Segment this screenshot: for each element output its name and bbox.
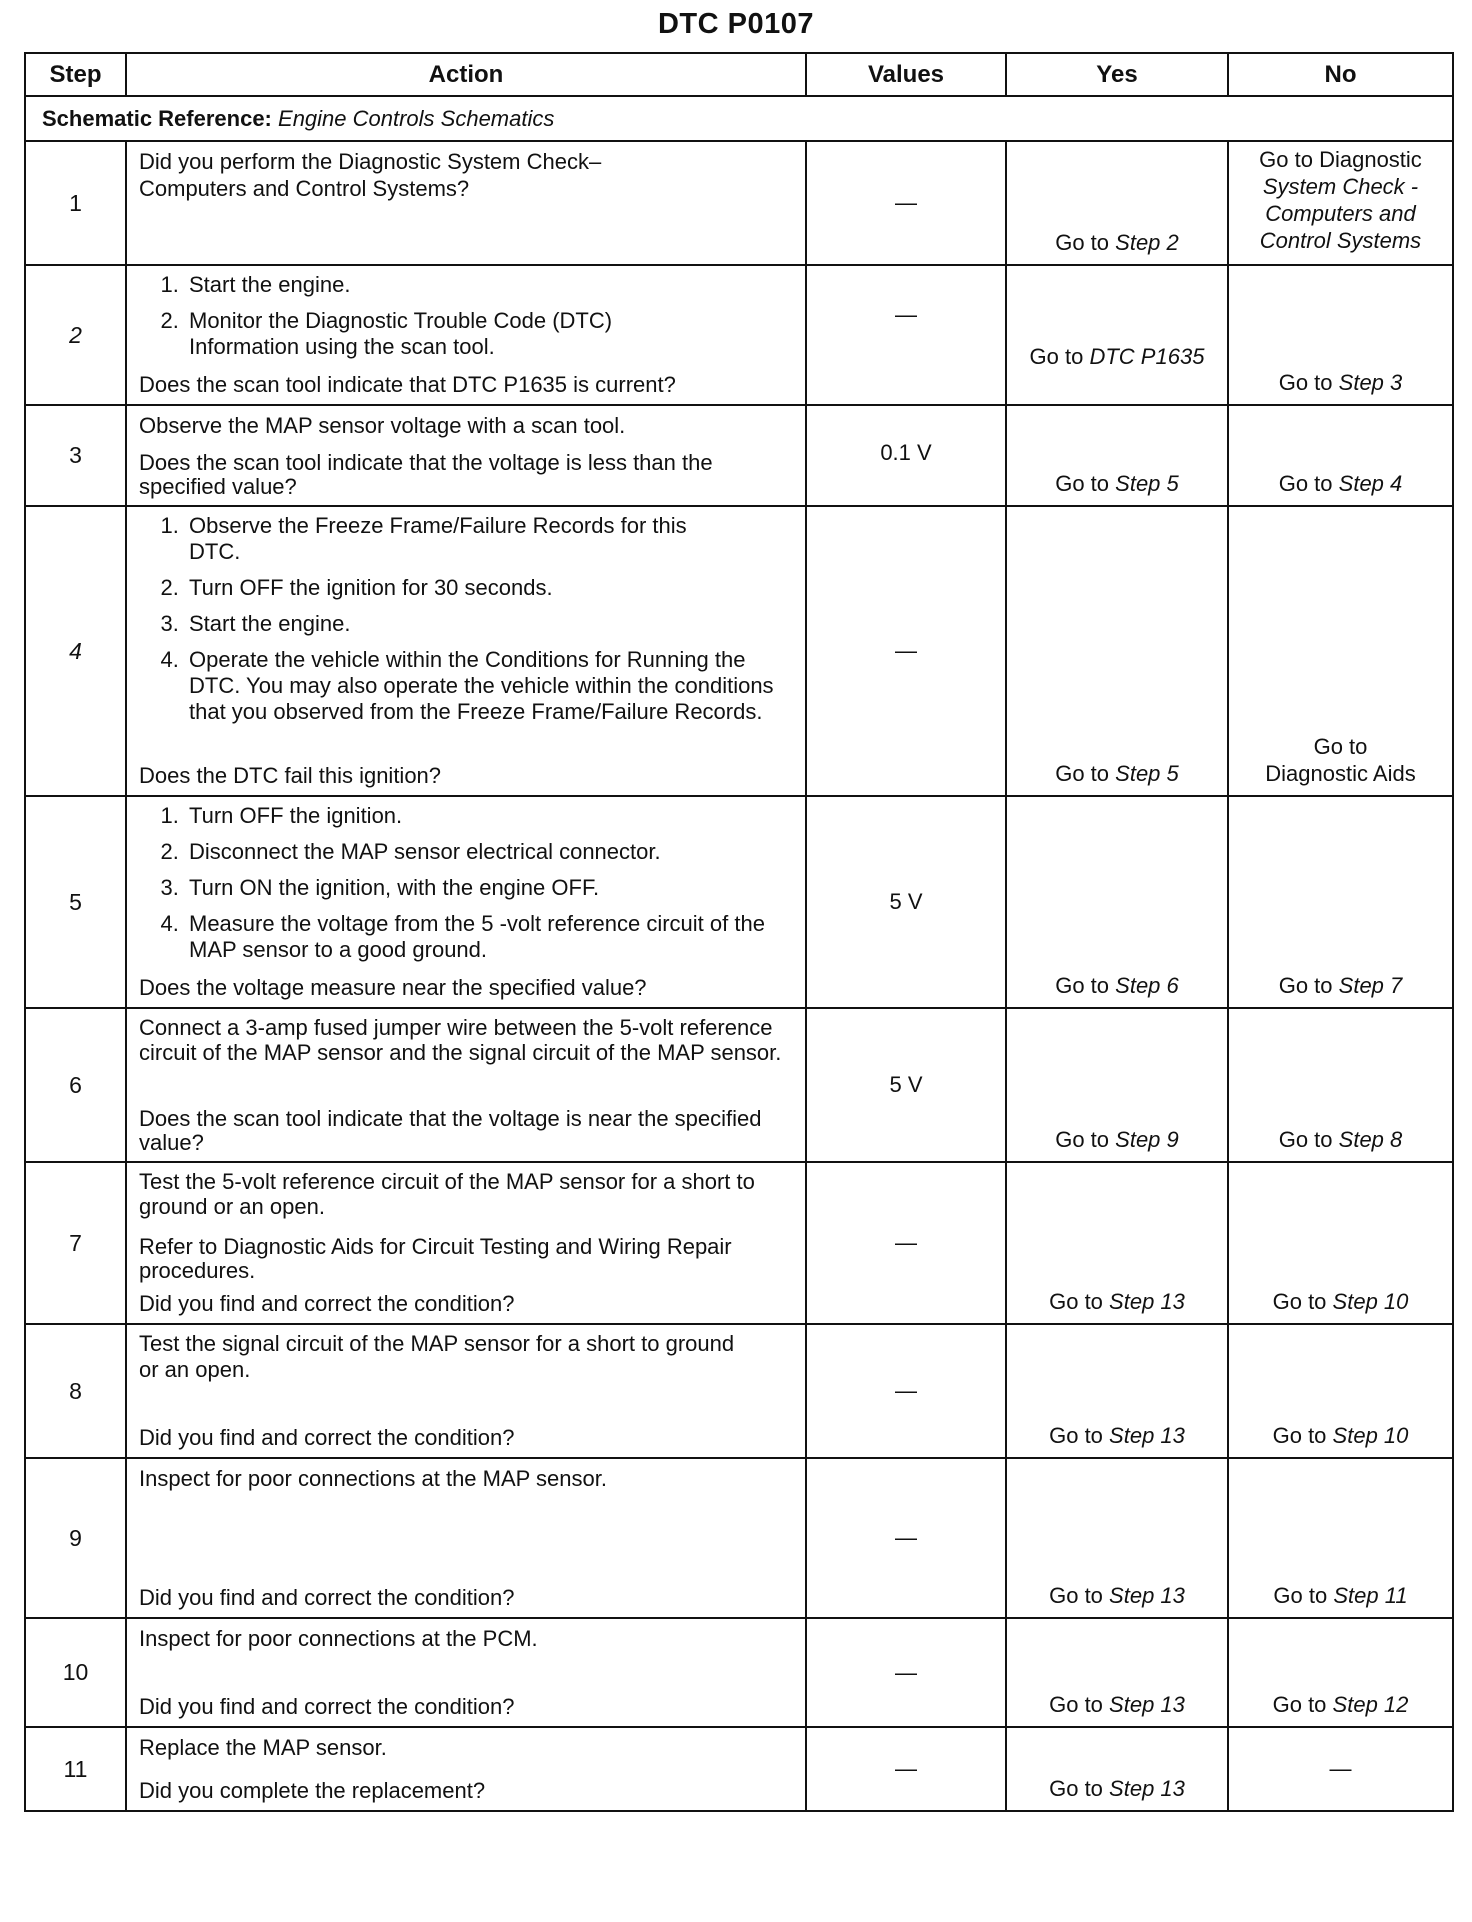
schematic-reference-link[interactable]: Engine Controls Schematics: [278, 105, 555, 131]
no-cell[interactable]: Go to Step 10: [1228, 1162, 1453, 1324]
no-target: Step 11: [1333, 1583, 1408, 1608]
header-no: No: [1228, 53, 1453, 96]
value-cell: 5 V: [806, 1008, 1006, 1162]
step-number: 3: [25, 405, 126, 506]
action-question: Does the voltage measure near the specified value?: [139, 975, 647, 1000]
no-target: Step 12: [1332, 1692, 1409, 1717]
no-cell[interactable]: Go to Diagnostic System Check - Computers and Control Systems: [1228, 141, 1453, 265]
action-cell: [126, 1618, 806, 1727]
action-text: Inspect for poor connections at the MAP sensor.: [139, 1466, 607, 1491]
no-cell[interactable]: Go to Step 11: [1228, 1458, 1453, 1618]
list-item: 4. Measure the voltage from the 5 -volt reference circuit of the MAP sensor to a good ground.: [185, 911, 799, 963]
header-yes: Yes: [1006, 53, 1228, 96]
schematic-reference: [25, 96, 1453, 141]
no-cell[interactable]: Go to Step 3: [1228, 265, 1453, 405]
step-number: 7: [25, 1162, 126, 1324]
yes-target: Step 13: [1109, 1583, 1185, 1608]
action-text: Observe the MAP sensor voltage with a scan tool.: [139, 413, 626, 438]
no-target: Step 3: [1338, 370, 1403, 395]
action-cell: [126, 1008, 806, 1162]
no-target: Step 7: [1338, 973, 1403, 998]
table-row: [25, 796, 1453, 1008]
header-action: Action: [126, 53, 806, 96]
action-text: Inspect for poor connections at the PCM.: [139, 1626, 538, 1651]
step-number: 6: [25, 1008, 126, 1162]
yes-cell[interactable]: Go to Step 13: [1006, 1727, 1228, 1811]
action-question: Does the DTC fail this ignition?: [139, 763, 442, 788]
schematic-reference-row: [25, 96, 1453, 141]
table-row: [25, 405, 1453, 506]
action-list: [139, 803, 799, 969]
action-cell: [126, 796, 806, 1008]
table-row: [25, 265, 1453, 405]
header-step: Step: [25, 53, 126, 96]
step-number: 9: [25, 1458, 126, 1618]
yes-cell[interactable]: Go to Step 13: [1006, 1324, 1228, 1458]
action-cell: [126, 1162, 806, 1324]
action-text: Connect a 3-amp fused jumper wire between the 5-volt reference circuit of the MAP sensor and the signal circuit of the MAP sensor.: [139, 1015, 782, 1065]
value-cell: —: [806, 1727, 1006, 1811]
no-cell[interactable]: Go to Step 7: [1228, 796, 1453, 1008]
no-cell[interactable]: Go to Step 12: [1228, 1618, 1453, 1727]
action-text: Refer to Diagnostic Aids for Circuit Testing and Wiring Repair procedures.: [139, 1233, 732, 1283]
list-item: 1. Start the engine.: [185, 272, 799, 298]
list-item: 2. Turn OFF the ignition for 30 seconds.: [185, 575, 799, 601]
yes-cell[interactable]: Go to DTC P1635: [1006, 265, 1228, 405]
table-row: [25, 1458, 1453, 1618]
no-target: Step 4: [1338, 471, 1403, 496]
table-row: [25, 506, 1453, 796]
header-row: [25, 53, 1453, 96]
value-cell: —: [806, 1324, 1006, 1458]
table-row: [25, 1324, 1453, 1458]
step-number: 2: [25, 265, 126, 405]
value-cell: —: [806, 1458, 1006, 1618]
list-item: 4. Operate the vehicle within the Conditions for Running the DTC. You may also operate the vehicle within the conditions that you observed from the Freeze Frame/Failure Records.: [185, 647, 799, 725]
no-cell[interactable]: Go to Step 4: [1228, 405, 1453, 506]
action-question: Does the scan tool indicate that DTC P1635 is current?: [139, 372, 676, 397]
step-number: 4: [25, 506, 126, 796]
yes-cell[interactable]: Go to Step 5: [1006, 405, 1228, 506]
action-question: Did you find and correct the condition?: [139, 1291, 515, 1316]
action-question: Did you find and correct the condition?: [139, 1585, 515, 1610]
yes-target: Step 13: [1109, 1692, 1185, 1717]
yes-target: Step 2: [1115, 230, 1179, 255]
yes-target: Step 9: [1115, 1127, 1179, 1152]
yes-target: Step 5: [1115, 761, 1179, 786]
action-cell: [126, 141, 806, 265]
table-row: [25, 1008, 1453, 1162]
yes-target: Step 13: [1109, 1423, 1185, 1448]
action-text: Test the signal circuit of the MAP sensor for a short to ground or an open.: [139, 1331, 735, 1382]
step-number: 5: [25, 796, 126, 1008]
value-cell: 0.1 V: [806, 405, 1006, 506]
action-cell: [126, 1458, 806, 1618]
table-row: [25, 1727, 1453, 1811]
value-cell: 5 V: [806, 796, 1006, 1008]
action-text: Test the 5-volt reference circuit of the MAP sensor for a short to ground or an open.: [139, 1169, 755, 1219]
action-cell: [126, 1324, 806, 1458]
yes-cell[interactable]: Go to Step 5: [1006, 506, 1228, 796]
value-cell: —: [806, 1162, 1006, 1324]
header-values: Values: [806, 53, 1006, 96]
no-cell[interactable]: Go to Step 8: [1228, 1008, 1453, 1162]
no-cell: —: [1228, 1727, 1453, 1811]
table-row: [25, 1162, 1453, 1324]
step-number: 11: [25, 1727, 126, 1811]
yes-cell[interactable]: Go to Step 9: [1006, 1008, 1228, 1162]
action-question: Did you find and correct the condition?: [139, 1694, 515, 1719]
yes-target: Step 5: [1115, 471, 1179, 496]
action-list: [139, 272, 799, 366]
step-number: 8: [25, 1324, 126, 1458]
table-row: [25, 141, 1453, 265]
value-cell: —: [806, 141, 1006, 265]
value-cell: —: [806, 506, 1006, 796]
table-row: [25, 1618, 1453, 1727]
value-cell: —: [806, 1618, 1006, 1727]
value-cell: —: [806, 265, 1006, 405]
no-target: Step 8: [1338, 1127, 1403, 1152]
list-item: 1. Turn OFF the ignition.: [185, 803, 799, 829]
action-text: Replace the MAP sensor.: [139, 1735, 387, 1760]
no-target: Step 10: [1332, 1289, 1409, 1314]
no-target: Step 10: [1332, 1423, 1409, 1448]
action-text: Did you perform the Diagnostic System Check– Computers and Control Systems?: [139, 149, 602, 201]
list-item: 2. Disconnect the MAP sensor electrical connector.: [185, 839, 799, 865]
action-question: Does the scan tool indicate that the voltage is near the specified value?: [139, 1106, 762, 1155]
action-list: [139, 513, 799, 731]
yes-cell[interactable]: Go to Step 13: [1006, 1458, 1228, 1618]
action-question: Does the scan tool indicate that the voltage is less than the specified value?: [139, 450, 713, 499]
yes-cell[interactable]: Go to Step 13: [1006, 1618, 1228, 1727]
no-cell[interactable]: Go to Step 10: [1228, 1324, 1453, 1458]
action-cell: [126, 506, 806, 796]
action-cell: [126, 405, 806, 506]
no-cell[interactable]: Go to Diagnostic Aids: [1228, 506, 1453, 796]
list-item: 1. Observe the Freeze Frame/Failure Records for this DTC.: [185, 513, 799, 565]
diagnostic-table: [24, 52, 1454, 1812]
step-number: 10: [25, 1618, 126, 1727]
list-item: 3. Start the engine.: [185, 611, 799, 637]
document-title: DTC P0107: [657, 8, 814, 40]
action-cell: [126, 265, 806, 405]
step-number: 1: [25, 141, 126, 265]
list-item: 3. Turn ON the ignition, with the engine OFF.: [185, 875, 799, 901]
list-item: 2. Monitor the Diagnostic Trouble Code (DTC) Information using the scan tool.: [185, 308, 799, 360]
schematic-reference-label: Schematic Reference:: [42, 105, 272, 131]
yes-cell[interactable]: Go to Step 13: [1006, 1162, 1228, 1324]
yes-target: Step 13: [1109, 1776, 1185, 1801]
yes-target: DTC P1635: [1089, 344, 1205, 369]
action-question: Did you find and correct the condition?: [139, 1425, 515, 1450]
yes-cell[interactable]: Go to Step 6: [1006, 796, 1228, 1008]
action-question: Did you complete the replacement?: [139, 1778, 486, 1803]
action-cell: [126, 1727, 806, 1811]
yes-cell[interactable]: Go to Step 2: [1006, 141, 1228, 265]
yes-target: Step 6: [1115, 973, 1179, 998]
yes-target: Step 13: [1109, 1289, 1185, 1314]
